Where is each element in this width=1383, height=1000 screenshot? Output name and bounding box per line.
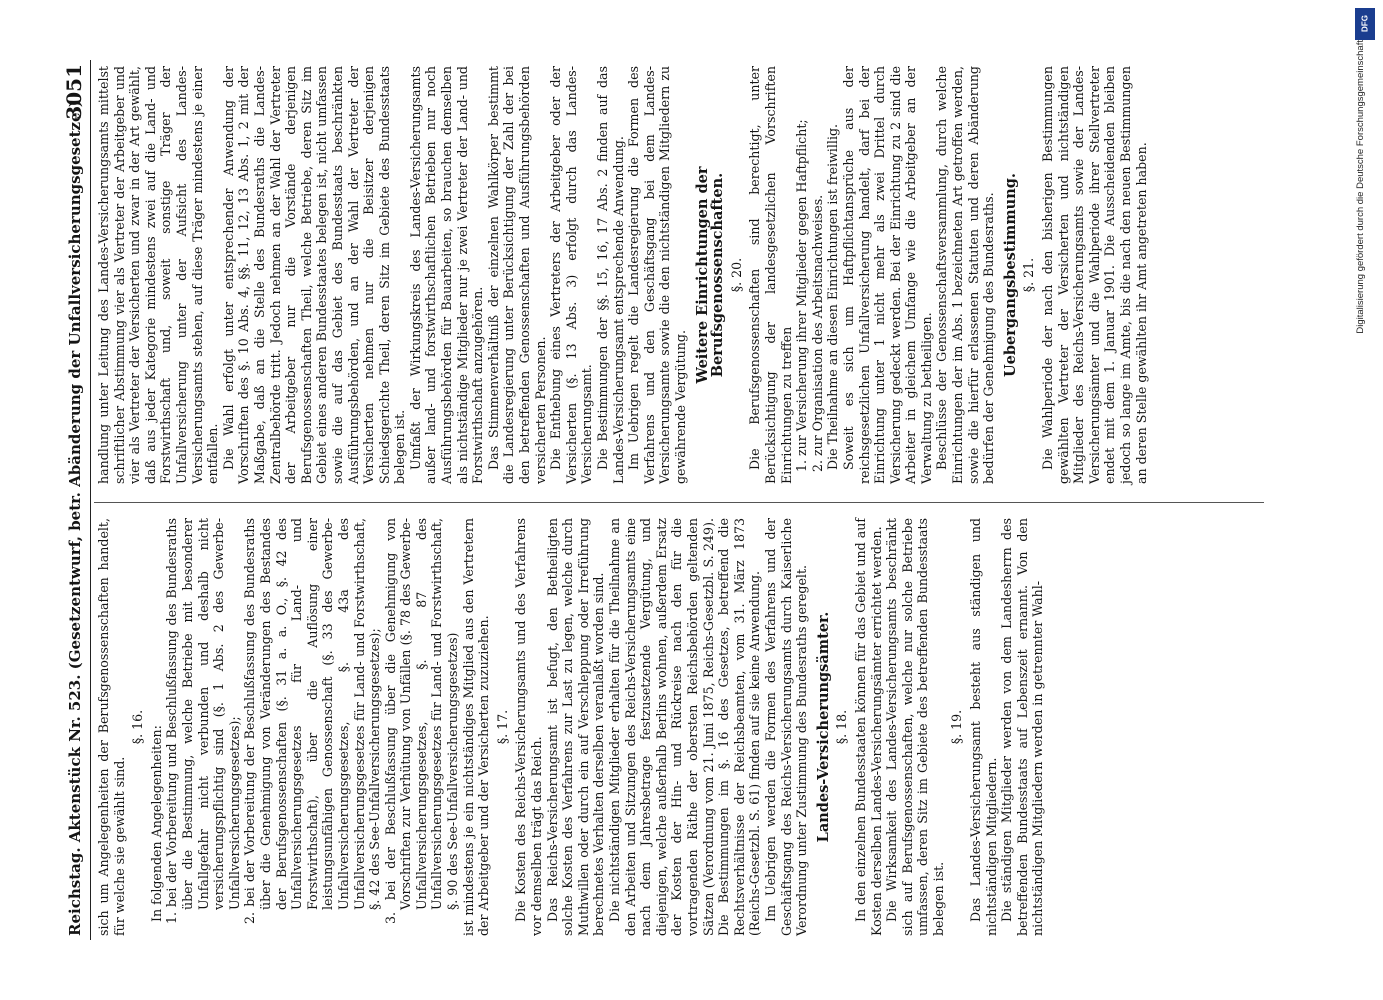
paragraph: Im Uebrigen werden die Formen des Verfahrens und der Geschäftsgang des Reichs-Versicherungsamts durch Kaiserliche Verordnung unter Zustimmung des Bundesraths geregelt. [762, 518, 810, 936]
section-heading: Weitere Einrichtungen der Berufsgenossenschaften. [693, 166, 727, 384]
list-item: 3. bei der Beschlußfassung über die Genehmigung von Vorschriften zur Verhütung von Unfällen (§. 78 des Gewerbe-Unfallversicherungsgesetzes, §. 87 des Unfallversicherungsgesetzes für Land- und Forstwirthschaft, §. 90 des See-Unfallversicherungsgesetzes) [382, 518, 461, 924]
section-number: §. 21. [1021, 257, 1037, 293]
paragraph: Die Bestimmungen der §§. 15, 16, 17 Abs. 2 finden auf das Landes-Versicherungsamt entsprechende Anwendung. [595, 66, 626, 484]
digitization-note-text: Digitalisierung gefördert durch die Deutsche Forschungsgemeinschaft [1355, 40, 1366, 334]
rotated-page [60, 60, 1270, 940]
section-number: §. 16. [130, 709, 146, 745]
paragraph: Im Uebrigen regelt die Landesregierung die Formen des Verfahrens und den Geschäftsgang bei dem Landes-Versicherungsamte sowie die den nichtständigen Mitgliedern zu gewährende Vergütung. [626, 66, 688, 484]
paragraph: Die Enthebung eines Vertreters der Arbeitgeber oder der Versicherten (§. 13 Abs. 3) erfolgt durch das Landes-Versicherungsamt. [548, 66, 595, 484]
paragraph: Das Reichs-Versicherungsamt ist befugt, den Betheiligten solche Kosten des Verfahrens zur Last zu legen, welche durch Muthwillen oder durch ein auf Verschleppung oder Irreführung berechnetes Verhalten derselben veranlaßt worden sind. [544, 518, 607, 936]
section-heading: Uebergangsbestimmung. [1001, 173, 1019, 377]
list-item: 1. zur Versicherung ihrer Mitglieder gegen Haftpflicht; [794, 119, 810, 472]
paragraph: Beschlüsse der Genossenschaftsversammlung, durch welche Einrichtungen der im Abs. 1 bezeichneten Art getroffen werden, sowie die hierfür erlassenen Statuten und deren Abänderung bedürfen der Genehmigung des Bundesraths. [934, 66, 997, 484]
paragraph: ist mindestens je ein nichtständiges Mitglied aus den Vertretern der Arbeitgeber und der Versicherten zuzuziehen. [460, 518, 492, 936]
list-item: 2. zur Organisation des Arbeitsnachweises. [809, 194, 825, 472]
list-item: 1. bei der Vorbereitung und Beschlußfassung des Bundesraths über die Bestimmung, welche Betriebe mit besonderer Unfallgefahr nicht verbunden und deshalb nicht versicherungspflichtig sind (§. 1 Abs. 2 des Gewerbe-Unfallversicherungsgesetzes); [164, 518, 242, 924]
paragraph: Die Wahlperiode der nach den bisherigen Bestimmungen gewählten Vertreter der Versicherten und nichtständigen Mitglieder des Reichs-Versicherungsamts sowie der Landes-Versicherungsämter und die Wahlperiode ihrer Stellvertreter endet mit dem 1. Januar 1901. Die Ausscheidenden bleiben jedoch so lange im Amte, bis die nach den neuen Bestimmungen an deren Stelle gewählten ihr Amt angetreten haben. [1040, 66, 1149, 484]
dfg-logo [1355, 8, 1375, 40]
paragraph: Die ständigen Mitglieder werden von dem Landesherrn des betreffenden Bundesstaats auf Lebenszeit ernannt. Von den nichtständigen Mitgliedern werden in getrennter Wahl- [999, 518, 1046, 936]
section-number: §. 18. [834, 709, 850, 745]
digitization-note [1355, 40, 1377, 600]
dfg-logo-text: DFG [1360, 15, 1370, 32]
paragraph: Die nichtständigen Mitglieder erhalten für die Theilnahme an den Arbeiten und Sitzungen des Reichs-Versicherungsamts eine nach dem Jahresbetrage festzusetzende Vergütung, und diejenigen, welche außerhalb Berlins wohnen, außerdem Ersatz der Kosten der Hin- und Rückreise nach den für die vortragenden Räthe der obersten Reichsbehörden geltenden Sätzen (Verordnung vom 21. Juni 1875, Reichs-Gesetzbl. S. 249). Die Bestimmungen im §. 16 des Gesetzes, betreffend die Rechtsverhältnisse der Reichsbeamten, vom 31. März 1873 (Reichs-Gesetzbl. S. 61) finden auf sie keine Anwendung. [607, 518, 763, 936]
paragraph: Das Stimmenverhältniß der einzelnen Wahlkörper bestimmt die Landesregierung unter Berücksichtigung der Zahl der bei den betreffenden Genossenschaften und Ausführungsbehörden versicherten Personen. [485, 66, 548, 484]
page-number: 3051 [62, 64, 86, 120]
paragraph: Die Theilnahme an diesen Einrichtungen ist freiwillig. [825, 123, 841, 470]
left-column [96, 518, 1046, 936]
paragraph: Die Berufsgenossenschaften sind berechtigt, unter Berücksichtigung der landesgesetzlichen Vorschriften Einrichtungen zu treffen [747, 66, 794, 484]
paragraph: Das Landes-Versicherungsamt besteht aus ständigen und nichtständigen Mitgliedern. [968, 518, 999, 936]
column-divider [94, 502, 1264, 503]
paragraph: Die Wahl erfolgt unter entsprechender Anwendung der Vorschriften des §. 10 Abs. 4, §§. 11, 12, 13 Abs. 1, 2 mit der Maßgabe, daß an die Stelle des Bundesraths die Landes-Zentralbehörde tritt. Jedoch nehmen an der Wahl der Vertreter der Arbeitgeber nur die Vorstände derjenigen Berufsgenossenschaften Theil, welche Betriebe, deren Sitz im Gebiet eines anderen Bundesstaates belegen ist, nicht umfassen sowie die auf das Gebiet des Bundesstaats beschränkten Ausführungsbehörden, und an der Wahl der Vertreter der Versicherten nehmen nur die Beisitzer derjenigen Schiedsgerichte Theil, deren Sitz im Gebiete des Bundesstaats belegen ist. [220, 66, 408, 484]
paragraph: sich um Angelegenheiten der Berufsgenossenschaften handelt, für welche sie gewählt sind. [96, 518, 127, 936]
right-column [96, 66, 1149, 484]
paragraph: In folgenden Angelegenheiten: [148, 725, 164, 922]
section-heading: Landes-Versicherungsämter. [814, 611, 832, 843]
paragraph: Umfaßt der Wirkungskreis des Landes-Versicherungsamts außer land- und forstwirthschaftlichen Betrieben nur noch Ausführungsbehörden für Bauarbeiten, so brauchen demselben als nichtständige Mitglieder nur je zwei Vertreter der Land- und Forstwirthschaft anzugehören. [407, 66, 486, 484]
paragraph: Soweit es sich um Haftpflichtansprüche aus der reichsgesetzlichen Unfallversicherung handelt, darf bei der Einrichtung unter 1 nicht mehr als zwei Drittel durch Versicherung gedeckt werden. Bei der Einrichtung zu 2 sind die Arbeiter in gleichem Umfange wie die Arbeitgeber an der Verwaltung zu betheiligen. [840, 66, 934, 484]
paragraph: Die Kosten des Reichs-Versicherungsamts und des Verfahrens vor demselben trägt das Reich. [513, 518, 545, 936]
section-number: §. 17. [494, 709, 510, 745]
list-item: 2. bei der Vorbereitung der Beschlußfassung des Bundesraths über die Genehmigung von Veränderungen des Bestandes der Berufsgenossenschaften (§. 31 a. a. O., §. 42 des Unfallversicherungsgesetzes für Land- und Forstwirthschaft), über die Auflösung einer leistungsunfähigen Genossenschaft (§. 33 des Gewerbe-Unfallversicherungsgesetzes, §. 43a des Unfallversicherungsgesetzes für Land- und Forstwirthschaft, §. 42 des See-Unfallversicherungsgesetzes); [242, 518, 383, 924]
section-number: §. 19. [949, 709, 965, 745]
paragraph: In den einzelnen Bundesstaaten können für das Gebiet und auf Kosten derselben Landes-Versicherungsämter errichtet werden. [852, 518, 884, 936]
paragraph: Die Wirksamkeit des Landes-Versicherungsamts beschränkt sich auf Berufsgenossenschaften, welche nur solche Betriebe umfassen, deren Sitz im Gebiete des betreffenden Bundesstaats belegen ist. [884, 518, 946, 936]
header-title: Reichstag. Aktenstück Nr. 523. (Gesetzentwurf, betr. Abänderung der Unfallversicherungsgesetze.) [66, 100, 84, 936]
section-number: §. 20. [728, 257, 744, 293]
paragraph: handlung unter Leitung des Landes-Versicherungsamts mittelst schriftlicher Abstimmung vier als Vertreter der Arbeitgeber und vier als Vertreter der Versicherten und zwar in der Art gewählt, daß aus jeder Kategorie mindestens zwei auf die Land- und Forstwirthschaft und, soweit sonstige Träger der Unfallversicherung unter der Aufsicht des Landes-Versicherungsamts stehen, auf diese Träger mindestens je einer entfallen. [96, 66, 221, 484]
page-header [60, 60, 91, 940]
